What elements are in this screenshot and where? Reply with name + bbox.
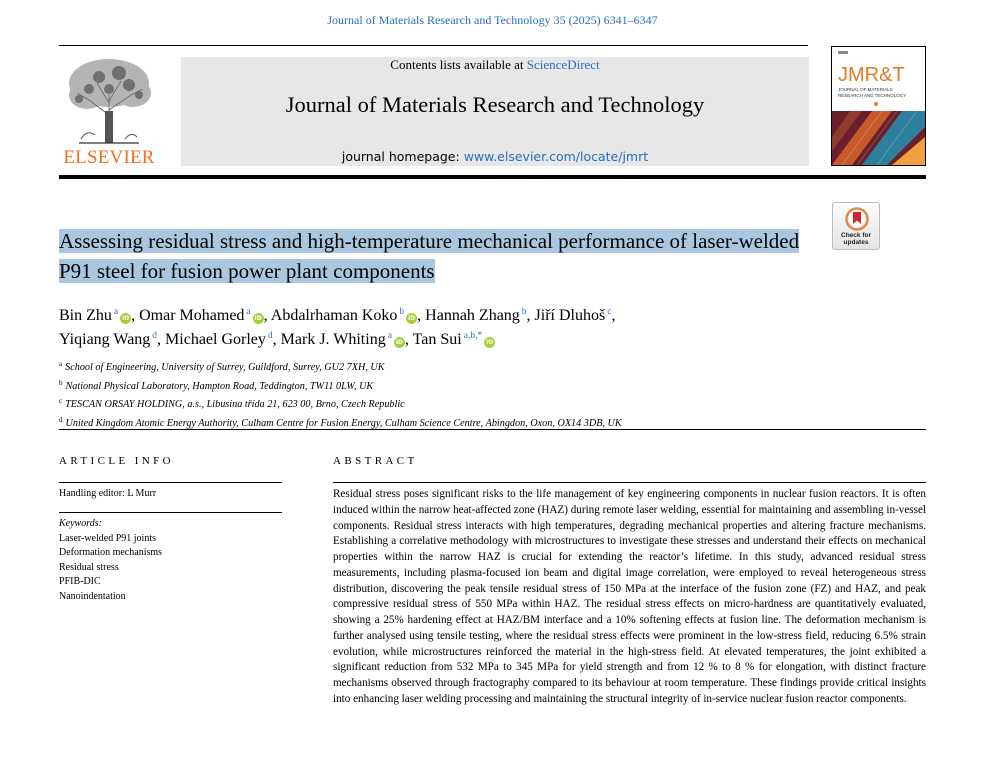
- affiliation-text: United Kingdom Atomic Energy Authority, Culham Centre for Fusion Energy, Culham Science Centre, Abingdon, Oxon, OX14 3DB, UK: [65, 417, 622, 429]
- article-title-text: Assessing residual stress and high-temperature mechanical performance of laser-welded P91 steel for fusion power plant components: [59, 229, 800, 283]
- author[interactable]: [139, 307, 264, 324]
- abstract-rule: [333, 482, 926, 483]
- orcid-icon[interactable]: iD: [395, 339, 403, 346]
- affiliation-key: a: [59, 360, 63, 368]
- journal-masthead: [181, 57, 809, 166]
- abstract-text: Residual stress poses significant risks to the life management of key engineering components in nuclear fusion reactors. It is often induced within the narrow heat-affected zone (HAZ) during remote laser welding, essential for maintaining and assembling in-vessel components. Residual stress interacts with high temperatures, degrading mechanical properties and altering fracture mechanisms. Establishing a correlative methodology with microstructures to investigate these stresses and understand their effects on mechanical properties within the narrow HAZ is crucial for extending the reactor’s lifetime. In this study, advanced residual stress measurements, including plasma-focused ion beam and digital image correlation, were employed to reveal heterogeneous stress distribution, discovering the peak tensile residual stress of 150 MPa at the interface of the fusion zone (FZ) and HAZ, and peak compressive residual stress of 550 MPa within HAZ. The residual stress effects on micro-hardness are quantitatively evaluated, showing a 25% hardening effect at HAZ/BM interface and a 10% softening effects at fusion line. The deformation mechanism is further analysed using tensile testing, where the residual stress effects were prominent in the low-stress field, reducing 6.5% strain evolution, while microstructures reinforced the material in the high-stress field. At elevated temperatures, the joint exhibited a significant reduction from 532 MPa to 345 MPa for yield strength and from 12 % to 8 % for elongation, with distinct fracture mechanisms observed through fractography compared to its behaviour at room temperature. These findings provide critical insights into enhancing laser welding processing and maintaining the structural integrity of in-service nuclear fusion reactor components.: [333, 488, 926, 705]
- affiliation-text: National Physical Laboratory, Hampton Road, Teddington, TW11 0LW, UK: [65, 380, 374, 392]
- journal-citation[interactable]: Journal of Materials Research and Technology 35 (2025) 6341–6347: [327, 13, 658, 27]
- author-name[interactable]: Abdalrhaman Koko: [270, 307, 398, 324]
- affiliation-text: School of Engineering, University of Surrey, Guildford, Surrey, GU2 7XH, UK: [65, 362, 385, 373]
- bookmark-icon: [845, 207, 869, 231]
- cover-subtitle-2: RESEARCH AND TECHNOLOGY: [838, 93, 907, 98]
- orcid-icon[interactable]: iD: [486, 339, 494, 346]
- handling-editor: Handling editor: L Murr: [59, 488, 157, 499]
- keyword: Deformation mechanisms: [59, 547, 163, 559]
- affiliation-key: d: [59, 415, 63, 424]
- author-name[interactable]: Bin Zhu: [59, 307, 112, 324]
- keyword: Residual stress: [59, 561, 119, 573]
- author[interactable]: [425, 307, 526, 324]
- author-name[interactable]: Hannah Zhang: [425, 307, 520, 324]
- homepage-line: [181, 149, 809, 164]
- homepage-prefix: journal homepage:: [341, 149, 464, 164]
- author[interactable]: [59, 331, 157, 348]
- affiliation: [59, 357, 859, 376]
- keyword: Laser-welded P91 joints: [59, 533, 157, 544]
- author-affiliation-marker[interactable]: a,b,*: [463, 331, 483, 341]
- article-title: [59, 227, 809, 286]
- author[interactable]: [281, 331, 405, 348]
- contents-prefix: Contents lists available at: [390, 57, 527, 72]
- author-affiliation-marker[interactable]: d: [267, 331, 273, 341]
- affiliation-key: c: [59, 397, 63, 405]
- article-info-rule: [59, 482, 282, 483]
- author[interactable]: [271, 307, 417, 324]
- author-affiliation-marker[interactable]: a: [387, 331, 392, 341]
- orcid-icon[interactable]: iD: [122, 315, 130, 322]
- author-name[interactable]: Yiqiang Wang: [59, 331, 151, 348]
- affiliation: [59, 376, 859, 395]
- author-name[interactable]: Omar Mohamed: [139, 307, 245, 324]
- section-rule: [59, 429, 926, 430]
- header-thick-rule: [59, 175, 926, 179]
- journal-title: Journal of Materials Research and Technology: [285, 92, 705, 117]
- author[interactable]: [59, 307, 131, 324]
- author-affiliation-marker[interactable]: d: [152, 331, 158, 341]
- cover-subtitle-1: JOURNAL OF MATERIALS: [838, 87, 893, 92]
- article-info-heading: ARTICLE INFO: [59, 455, 174, 467]
- author-separator: ,: [417, 307, 426, 324]
- author-affiliation-marker[interactable]: a: [246, 307, 251, 317]
- contents-line: [181, 57, 809, 73]
- author[interactable]: [535, 307, 612, 324]
- header-rule: [59, 45, 808, 46]
- author[interactable]: [413, 331, 496, 348]
- abstract-heading: ABSTRACT: [333, 455, 418, 467]
- orcid-icon[interactable]: iD: [408, 315, 416, 322]
- affiliation-list: [59, 357, 859, 431]
- author-separator: ,: [263, 307, 271, 324]
- keyword-list: [59, 532, 162, 604]
- affiliation: [59, 394, 859, 413]
- orcid-icon[interactable]: iD: [254, 315, 262, 322]
- check-for-updates-button[interactable]: [832, 202, 880, 250]
- check-updates-label: Check for updates: [841, 232, 871, 246]
- author-affiliation-marker[interactable]: c: [607, 307, 612, 317]
- affiliation-key: b: [59, 378, 63, 387]
- author-separator: ,: [526, 307, 535, 324]
- author-affiliation-marker[interactable]: b: [521, 307, 527, 317]
- keyword: Nanoindentation: [59, 590, 126, 602]
- publisher-name: ELSEVIER: [63, 147, 155, 168]
- affiliation-text: TESCAN ORSAY HOLDING, a.s., Libusina třída 21, 623 00, Brno, Czech Republic: [65, 399, 405, 410]
- journal-homepage-link[interactable]: www.elsevier.com/locate/jmrt: [463, 149, 649, 164]
- author-separator: ,: [131, 307, 140, 324]
- author-list: [59, 302, 819, 350]
- author-separator: ,: [404, 331, 413, 348]
- author[interactable]: [165, 331, 273, 348]
- cover-logo: JMR&T: [838, 64, 905, 86]
- author-separator: ,: [272, 331, 281, 348]
- author-separator: ,: [157, 331, 166, 348]
- journal-cover[interactable]: [831, 46, 926, 166]
- sciencedirect-link[interactable]: ScienceDirect: [526, 57, 600, 72]
- keyword: PFIB-DIC: [59, 576, 101, 588]
- keywords-label: Keywords:: [59, 518, 102, 529]
- author-affiliation-marker[interactable]: a: [113, 307, 119, 317]
- author-affiliation-marker[interactable]: b: [399, 307, 405, 317]
- author-name[interactable]: Jiří Dluhoš: [534, 307, 606, 324]
- author-name[interactable]: Mark J. Whiting: [280, 331, 386, 348]
- author-name[interactable]: Michael Gorley: [165, 331, 266, 348]
- article-info-rule-2: [59, 512, 282, 513]
- author-separator: ,: [611, 307, 616, 324]
- author-name[interactable]: Tan Sui: [412, 331, 462, 348]
